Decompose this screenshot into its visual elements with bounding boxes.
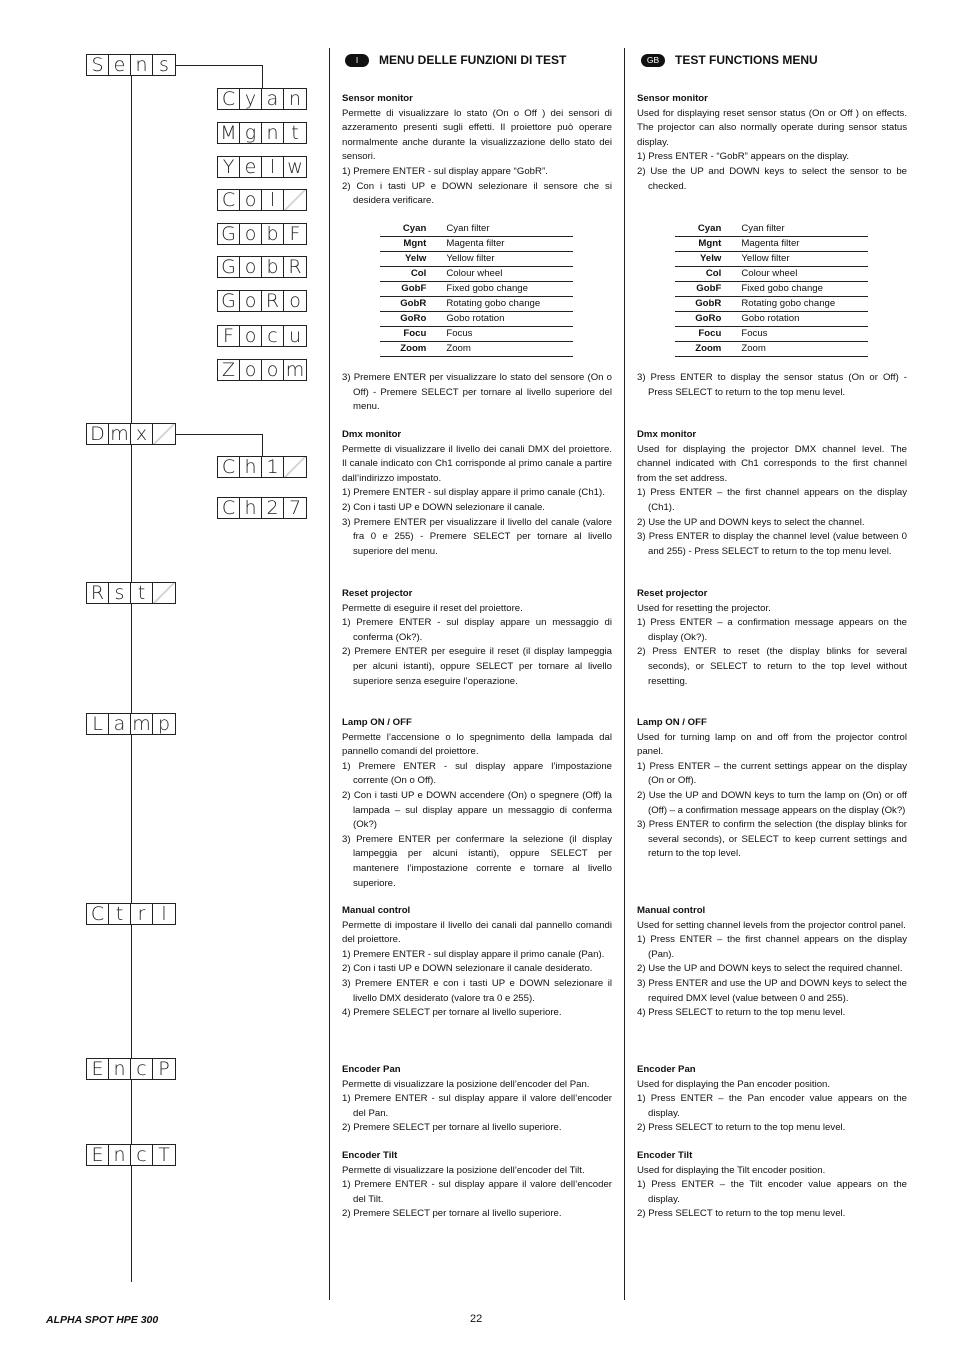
table-key: Zoom xyxy=(380,342,446,357)
table-key: Focu xyxy=(380,327,446,342)
step: 1) Premere ENTER - sul display appare l’impostazione corrente (On o Off). xyxy=(342,760,612,787)
display-char: o xyxy=(240,224,262,244)
gb-lamp-block xyxy=(637,716,907,862)
display-char: y xyxy=(240,89,262,109)
step: 1) Premere ENTER - sul display appare il valore dell’encoder del Pan. xyxy=(342,1093,612,1119)
step: 2) Use the UP and DOWN keys to select the required channel. xyxy=(637,963,903,975)
display-char: t xyxy=(131,583,153,603)
display-char: P xyxy=(158,1058,170,1080)
block-intro: Used for displaying the Tilt encoder position. xyxy=(637,1164,826,1176)
display-col[interactable] xyxy=(217,189,307,211)
table-value: Fixed gobo change xyxy=(446,282,573,297)
step: 1) Press ENTER – the Tilt encoder value appears on the display. xyxy=(637,1179,907,1205)
display-gobf[interactable] xyxy=(217,223,307,245)
display-char: n xyxy=(109,1145,131,1165)
display-char: T xyxy=(158,1144,170,1166)
table-key: Mgnt xyxy=(380,237,446,252)
gb-sensor-table xyxy=(675,222,868,357)
display-char: e xyxy=(109,55,131,75)
display-char-blank xyxy=(284,457,306,477)
step: 3) Press ENTER to confirm the selection (the display blinks for several seconds), or SELECT to keep current settings and return to the top level. xyxy=(637,819,907,860)
block-title: Reset projector xyxy=(637,588,708,599)
table-key: Yelw xyxy=(380,252,446,267)
display-char: E xyxy=(87,1145,109,1165)
display-char-blank xyxy=(284,190,306,210)
display-char: R xyxy=(262,291,284,311)
table-key: Yelw xyxy=(675,252,741,267)
display-yelw[interactable] xyxy=(217,156,307,178)
display-char: n xyxy=(109,1059,131,1079)
step: 1) Premere ENTER - sul display appare il valore dell’encoder del Tilt. xyxy=(342,1179,612,1205)
display-char: F xyxy=(289,223,301,245)
gb-dmx-block xyxy=(637,428,907,559)
table-row xyxy=(380,237,573,252)
column-divider xyxy=(329,48,330,1300)
display-char: h xyxy=(240,498,262,518)
table-value: Zoom xyxy=(446,342,573,357)
display-char: p xyxy=(157,713,171,735)
table-row xyxy=(675,237,868,252)
display-enct[interactable] xyxy=(86,1144,176,1166)
block-intro: Used for displaying reset sensor status (On or Off ) on effects. The projector can also normally operate during sensor status display. xyxy=(637,107,907,148)
page-number: 22 xyxy=(470,1313,483,1325)
display-char: E xyxy=(87,1059,109,1079)
dmx-connector xyxy=(176,434,263,435)
block-intro: Permette di impostare il livello dei canali dal pannello comandi del proiettore. xyxy=(342,919,612,946)
block-intro: Used for turning lamp on and off from the projector control panel. xyxy=(637,731,907,758)
step: 1) Premere ENTER - sul display appare “GobR”. xyxy=(342,165,548,177)
display-ch1[interactable] xyxy=(217,456,307,478)
display-char: n xyxy=(131,55,153,75)
display-char: S xyxy=(87,55,109,75)
table-key: GoRo xyxy=(675,312,741,327)
display-char: s xyxy=(109,583,131,603)
table-key: GobR xyxy=(675,297,741,312)
display-gobr[interactable] xyxy=(217,256,307,278)
display-char: o xyxy=(289,290,301,312)
it-manual-block xyxy=(342,904,612,1021)
it-sensor-block xyxy=(342,92,612,209)
display-char: w xyxy=(287,156,303,178)
step: 1) Press ENTER – a confirmation message appears on the display (Ok?). xyxy=(637,617,907,643)
step: 2) Con i tasti UP e DOWN selezionare il canale desiderato. xyxy=(342,963,593,975)
table-row xyxy=(380,222,573,237)
table-row xyxy=(675,327,868,342)
display-goro[interactable] xyxy=(217,290,307,312)
table-value: Magenta filter xyxy=(446,237,573,252)
heading-text: MENU DELLE FUNZIONI DI TEST xyxy=(379,53,567,67)
table-key: Col xyxy=(380,267,446,282)
step: 2) Use the UP and DOWN keys to turn the lamp on (On) or off (Off) – a confirmation message appears on the display (Ok?) xyxy=(637,789,907,816)
block-intro: Permette l’accensione o lo spegnimento della lampada dal pannello comandi del proiettore. xyxy=(342,731,612,758)
table-key: Cyan xyxy=(380,222,446,237)
display-char: D xyxy=(87,424,109,444)
table-row xyxy=(380,267,573,282)
step: 2) Con i tasti UP e DOWN selezionare il sensore che si desidera verificare. xyxy=(342,180,612,207)
step: 1) Press ENTER – the first channel appears on the display (Ch1). xyxy=(637,487,907,513)
display-char: o xyxy=(240,291,262,311)
display-char: 1 xyxy=(262,457,284,477)
gb-reset-block xyxy=(637,587,907,689)
display-char: o xyxy=(240,257,262,277)
display-char: C xyxy=(218,457,240,477)
display-char: 2 xyxy=(262,498,284,518)
table-value: Focus xyxy=(446,327,573,342)
step: 2) Premere SELECT per tornare al livello superiore. xyxy=(342,1122,562,1134)
block-intro: Permette di visualizzare lo stato (On o Off ) dei sensori di azzeramento presenti sugli effetti. Il proiettore può operare normalmente anche durante la visualizzazione dello stato dei sensori. xyxy=(342,107,612,163)
display-encp[interactable] xyxy=(86,1058,176,1080)
table-value: Fixed gobo change xyxy=(741,282,868,297)
display-char: o xyxy=(240,326,262,346)
step: 3) Press ENTER and use the UP and DOWN keys to select the required DMX level (value between 0 and 255). xyxy=(637,977,907,1004)
step: 1) Press ENTER – the Pan encoder value appears on the display. xyxy=(637,1093,907,1119)
table-key: Cyan xyxy=(675,222,741,237)
gb-sensor-block xyxy=(637,92,907,194)
it-dmx-block xyxy=(342,428,612,559)
gb-encoder-tilt-block xyxy=(637,1149,907,1222)
block-title: Lamp ON / OFF xyxy=(342,717,412,728)
table-value: Rotating gobo change xyxy=(741,297,868,312)
language-badge-it: I xyxy=(345,54,369,67)
block-intro: Permette di visualizzare la posizione dell’encoder del Pan. xyxy=(342,1078,590,1090)
table-value: Cyan filter xyxy=(446,222,573,237)
table-key: Mgnt xyxy=(675,237,741,252)
display-char: e xyxy=(240,157,262,177)
table-row xyxy=(380,342,573,357)
step: 2) Premere SELECT per tornare al livello superiore. xyxy=(342,1208,562,1220)
block-title: Encoder Pan xyxy=(637,1064,696,1075)
display-dmx[interactable] xyxy=(86,423,176,445)
display-mgnt[interactable] xyxy=(217,122,307,144)
block-title: Manual control xyxy=(342,905,411,916)
table-key: Col xyxy=(675,267,741,282)
display-lamp[interactable] xyxy=(86,713,176,735)
table-value: Colour wheel xyxy=(446,267,573,282)
display-char: s xyxy=(159,54,169,76)
display-char: C xyxy=(218,89,240,109)
display-char: c xyxy=(262,326,284,346)
block-intro: Used for displaying the projector DMX channel level. The channel indicated with Ch1 corresponds to the first channel from the set address. xyxy=(637,443,907,484)
step: 1) Premere ENTER - sul display appare il primo canale (Ch1). xyxy=(342,487,605,499)
block-title: Encoder Tilt xyxy=(637,1150,693,1161)
table-key: Focu xyxy=(675,327,741,342)
display-char-blank xyxy=(153,424,175,444)
table-row xyxy=(380,312,573,327)
block-title: Dmx monitor xyxy=(637,429,697,440)
block-intro: Used for resetting the projector. xyxy=(637,602,771,614)
block-intro: Permette di eseguire il reset del proiettore. xyxy=(342,602,523,614)
diagram-trunk-line xyxy=(131,76,132,1282)
display-char: u xyxy=(288,325,302,347)
step: 3) Premere ENTER per visualizzare il livello del canale (valore fra 0 e 255) - Premere SELECT per tornare al livello superiore del menu. xyxy=(342,516,612,557)
step: 1) Press ENTER – the first channel appears on the display (Pan). xyxy=(637,934,907,960)
display-char: m xyxy=(131,714,153,734)
display-char: l xyxy=(262,190,284,210)
column-divider xyxy=(624,48,625,1300)
block-title: Sensor monitor xyxy=(637,93,708,104)
display-char: g xyxy=(240,123,262,143)
display-char: x xyxy=(131,424,153,444)
it-reset-block xyxy=(342,587,612,689)
display-char: C xyxy=(218,190,240,210)
it-lamp-block xyxy=(342,716,612,891)
gb-manual-block xyxy=(637,904,907,1021)
block-title: Reset projector xyxy=(342,588,413,599)
block-title: Dmx monitor xyxy=(342,429,402,440)
table-value: Gobo rotation xyxy=(741,312,868,327)
step: 2) Use the UP and DOWN keys to select the sensor to be checked. xyxy=(637,165,907,192)
table-value: Focus xyxy=(741,327,868,342)
table-key: Zoom xyxy=(675,342,741,357)
step: 3) Press ENTER to display the channel level (value between 0 and 255) - Press SELECT to return to the top menu level. xyxy=(637,531,907,557)
display-char: o xyxy=(262,360,284,380)
step: 2) Con i tasti UP e DOWN accendere (On) o spegnere (Off) la lampada – sul display appare un messaggio di conferma (Ok?) xyxy=(342,789,612,831)
table-key: GobF xyxy=(380,282,446,297)
table-row xyxy=(380,297,573,312)
table-row xyxy=(675,222,868,237)
step: 2) Con i tasti UP e DOWN selezionare il canale. xyxy=(342,501,545,513)
table-value: Yellow filter xyxy=(446,252,573,267)
block-title: Encoder Pan xyxy=(342,1064,401,1075)
display-char: b xyxy=(262,224,284,244)
display-char: o xyxy=(240,190,262,210)
block-intro: Permette di visualizzare il livello dei canali DMX del proiettore. Il canale indicato con Ch1 corrisponde al primo canale a partire dall’indirizzo impostato. xyxy=(342,443,612,484)
table-value: Magenta filter xyxy=(741,237,868,252)
display-char: h xyxy=(240,457,262,477)
dmx-sub-line xyxy=(262,434,263,457)
display-char: Y xyxy=(218,157,240,177)
table-row xyxy=(675,297,868,312)
display-char: C xyxy=(87,904,109,924)
display-char: a xyxy=(109,714,131,734)
step: 2) Press ENTER to reset (the display blinks for several seconds), or SELECT to return to the top level without resetting. xyxy=(637,646,907,687)
display-char: b xyxy=(262,257,284,277)
step: 1) Press ENTER – the current settings appear on the display (On or Off). xyxy=(637,760,907,787)
display-ch27[interactable] xyxy=(217,497,307,519)
step: 1) Press ENTER - “GobR” appears on the display. xyxy=(637,151,850,163)
display-sens[interactable] xyxy=(86,54,176,76)
sens-connector xyxy=(176,65,263,66)
it-sensor-table xyxy=(380,222,573,357)
step: 2) Press SELECT to return to the top menu level. xyxy=(637,1122,846,1134)
step: 3) Press ENTER to display the sensor status (On or Off) - Press SELECT to return to the top menu level. xyxy=(637,372,907,398)
display-cyan[interactable] xyxy=(217,88,307,110)
table-row xyxy=(675,282,868,297)
table-row xyxy=(675,342,868,357)
block-intro: Used for displaying the Pan encoder position. xyxy=(637,1078,831,1090)
display-rst[interactable] xyxy=(86,582,176,604)
table-row xyxy=(675,267,868,282)
display-char: R xyxy=(87,583,109,603)
section-heading-gb xyxy=(641,53,818,67)
it-encoder-pan-block xyxy=(342,1063,612,1136)
display-ctrl[interactable] xyxy=(86,903,176,925)
display-char-blank xyxy=(153,583,175,603)
display-zoom[interactable] xyxy=(217,359,307,381)
step: 3) Premere ENTER e con i tasti UP e DOWN selezionare il livello DMX desiderato (valore tra 0 e 255). xyxy=(342,977,612,1004)
step: 1) Premere ENTER - sul display appare il primo canale (Pan). xyxy=(342,948,605,960)
display-char: t xyxy=(109,904,131,924)
heading-text: TEST FUNCTIONS MENU xyxy=(675,53,818,67)
step: 4) Premere SELECT per tornare al livello superiore. xyxy=(342,1007,562,1019)
table-value: Zoom xyxy=(741,342,868,357)
table-value: Gobo rotation xyxy=(446,312,573,327)
display-char: G xyxy=(218,291,240,311)
display-char: 7 xyxy=(288,497,302,519)
display-char: m xyxy=(109,424,131,444)
block-title: Lamp ON / OFF xyxy=(637,717,707,728)
display-char: Z xyxy=(218,360,240,380)
step: 1) Premere ENTER - sul display appare un messaggio di conferma (Ok?). xyxy=(342,617,612,643)
display-char: c xyxy=(131,1059,153,1079)
display-char: r xyxy=(131,904,153,924)
block-title: Manual control xyxy=(637,905,706,916)
it-encoder-tilt-block xyxy=(342,1149,612,1222)
table-row xyxy=(380,252,573,267)
display-char: m xyxy=(285,359,305,381)
display-char: M xyxy=(218,123,240,143)
sens-sub-line xyxy=(262,65,263,89)
table-row xyxy=(380,282,573,297)
table-row xyxy=(380,327,573,342)
display-char: R xyxy=(288,256,302,278)
table-key: GoRo xyxy=(380,312,446,327)
display-char: a xyxy=(262,89,284,109)
table-value: Yellow filter xyxy=(741,252,868,267)
display-char: c xyxy=(131,1145,153,1165)
footer-product-name: ALPHA SPOT HPE 300 xyxy=(46,1314,159,1326)
language-badge-gb: GB xyxy=(641,54,665,67)
display-char: F xyxy=(218,326,240,346)
block-title: Sensor monitor xyxy=(342,93,413,104)
step: 2) Use the UP and DOWN keys to select the channel. xyxy=(637,516,865,528)
display-char: t xyxy=(291,122,299,144)
display-char: l xyxy=(262,157,284,177)
display-char: C xyxy=(218,498,240,518)
block-intro: Used for setting channel levels from the projector control panel. xyxy=(637,919,906,931)
display-focu[interactable] xyxy=(217,325,307,347)
display-char: G xyxy=(218,257,240,277)
block-intro: Permette di visualizzare la posizione dell’encoder del Tilt. xyxy=(342,1164,585,1176)
table-value: Cyan filter xyxy=(741,222,868,237)
gb-sensor-step3 xyxy=(637,371,907,400)
it-sensor-step3 xyxy=(342,371,612,415)
step: 2) Press SELECT to return to the top menu level. xyxy=(637,1208,846,1220)
step: 3) Premere ENTER per confermare la selezione (il display lampeggia per alcuni istanti), oppure SELECT per mantenere l’impostazione corrente e tornare al livello superiore. xyxy=(342,833,612,889)
display-char: L xyxy=(87,714,109,734)
section-heading-it xyxy=(345,53,566,67)
table-key: GobF xyxy=(675,282,741,297)
table-key: GobR xyxy=(380,297,446,312)
display-char: n xyxy=(288,88,302,110)
step: 3) Premere ENTER per visualizzare lo stato del sensore (On o Off) - Premere SELECT per tornare al livello superiore del menu. xyxy=(342,372,612,413)
display-char: o xyxy=(240,360,262,380)
table-value: Rotating gobo change xyxy=(446,297,573,312)
display-char: n xyxy=(262,123,284,143)
table-value: Colour wheel xyxy=(741,267,868,282)
step: 2) Premere ENTER per eseguire il reset (il display lampeggia per alcuni istanti), oppure SELECT per tornare al livello superiore senza eseguire l’operazione. xyxy=(342,646,612,687)
step: 4) Press SELECT to return to the top menu level. xyxy=(637,1007,846,1019)
gb-encoder-pan-block xyxy=(637,1063,907,1136)
display-char: l xyxy=(161,903,167,925)
table-row xyxy=(675,252,868,267)
display-char: G xyxy=(218,224,240,244)
block-title: Encoder Tilt xyxy=(342,1150,398,1161)
table-row xyxy=(675,312,868,327)
